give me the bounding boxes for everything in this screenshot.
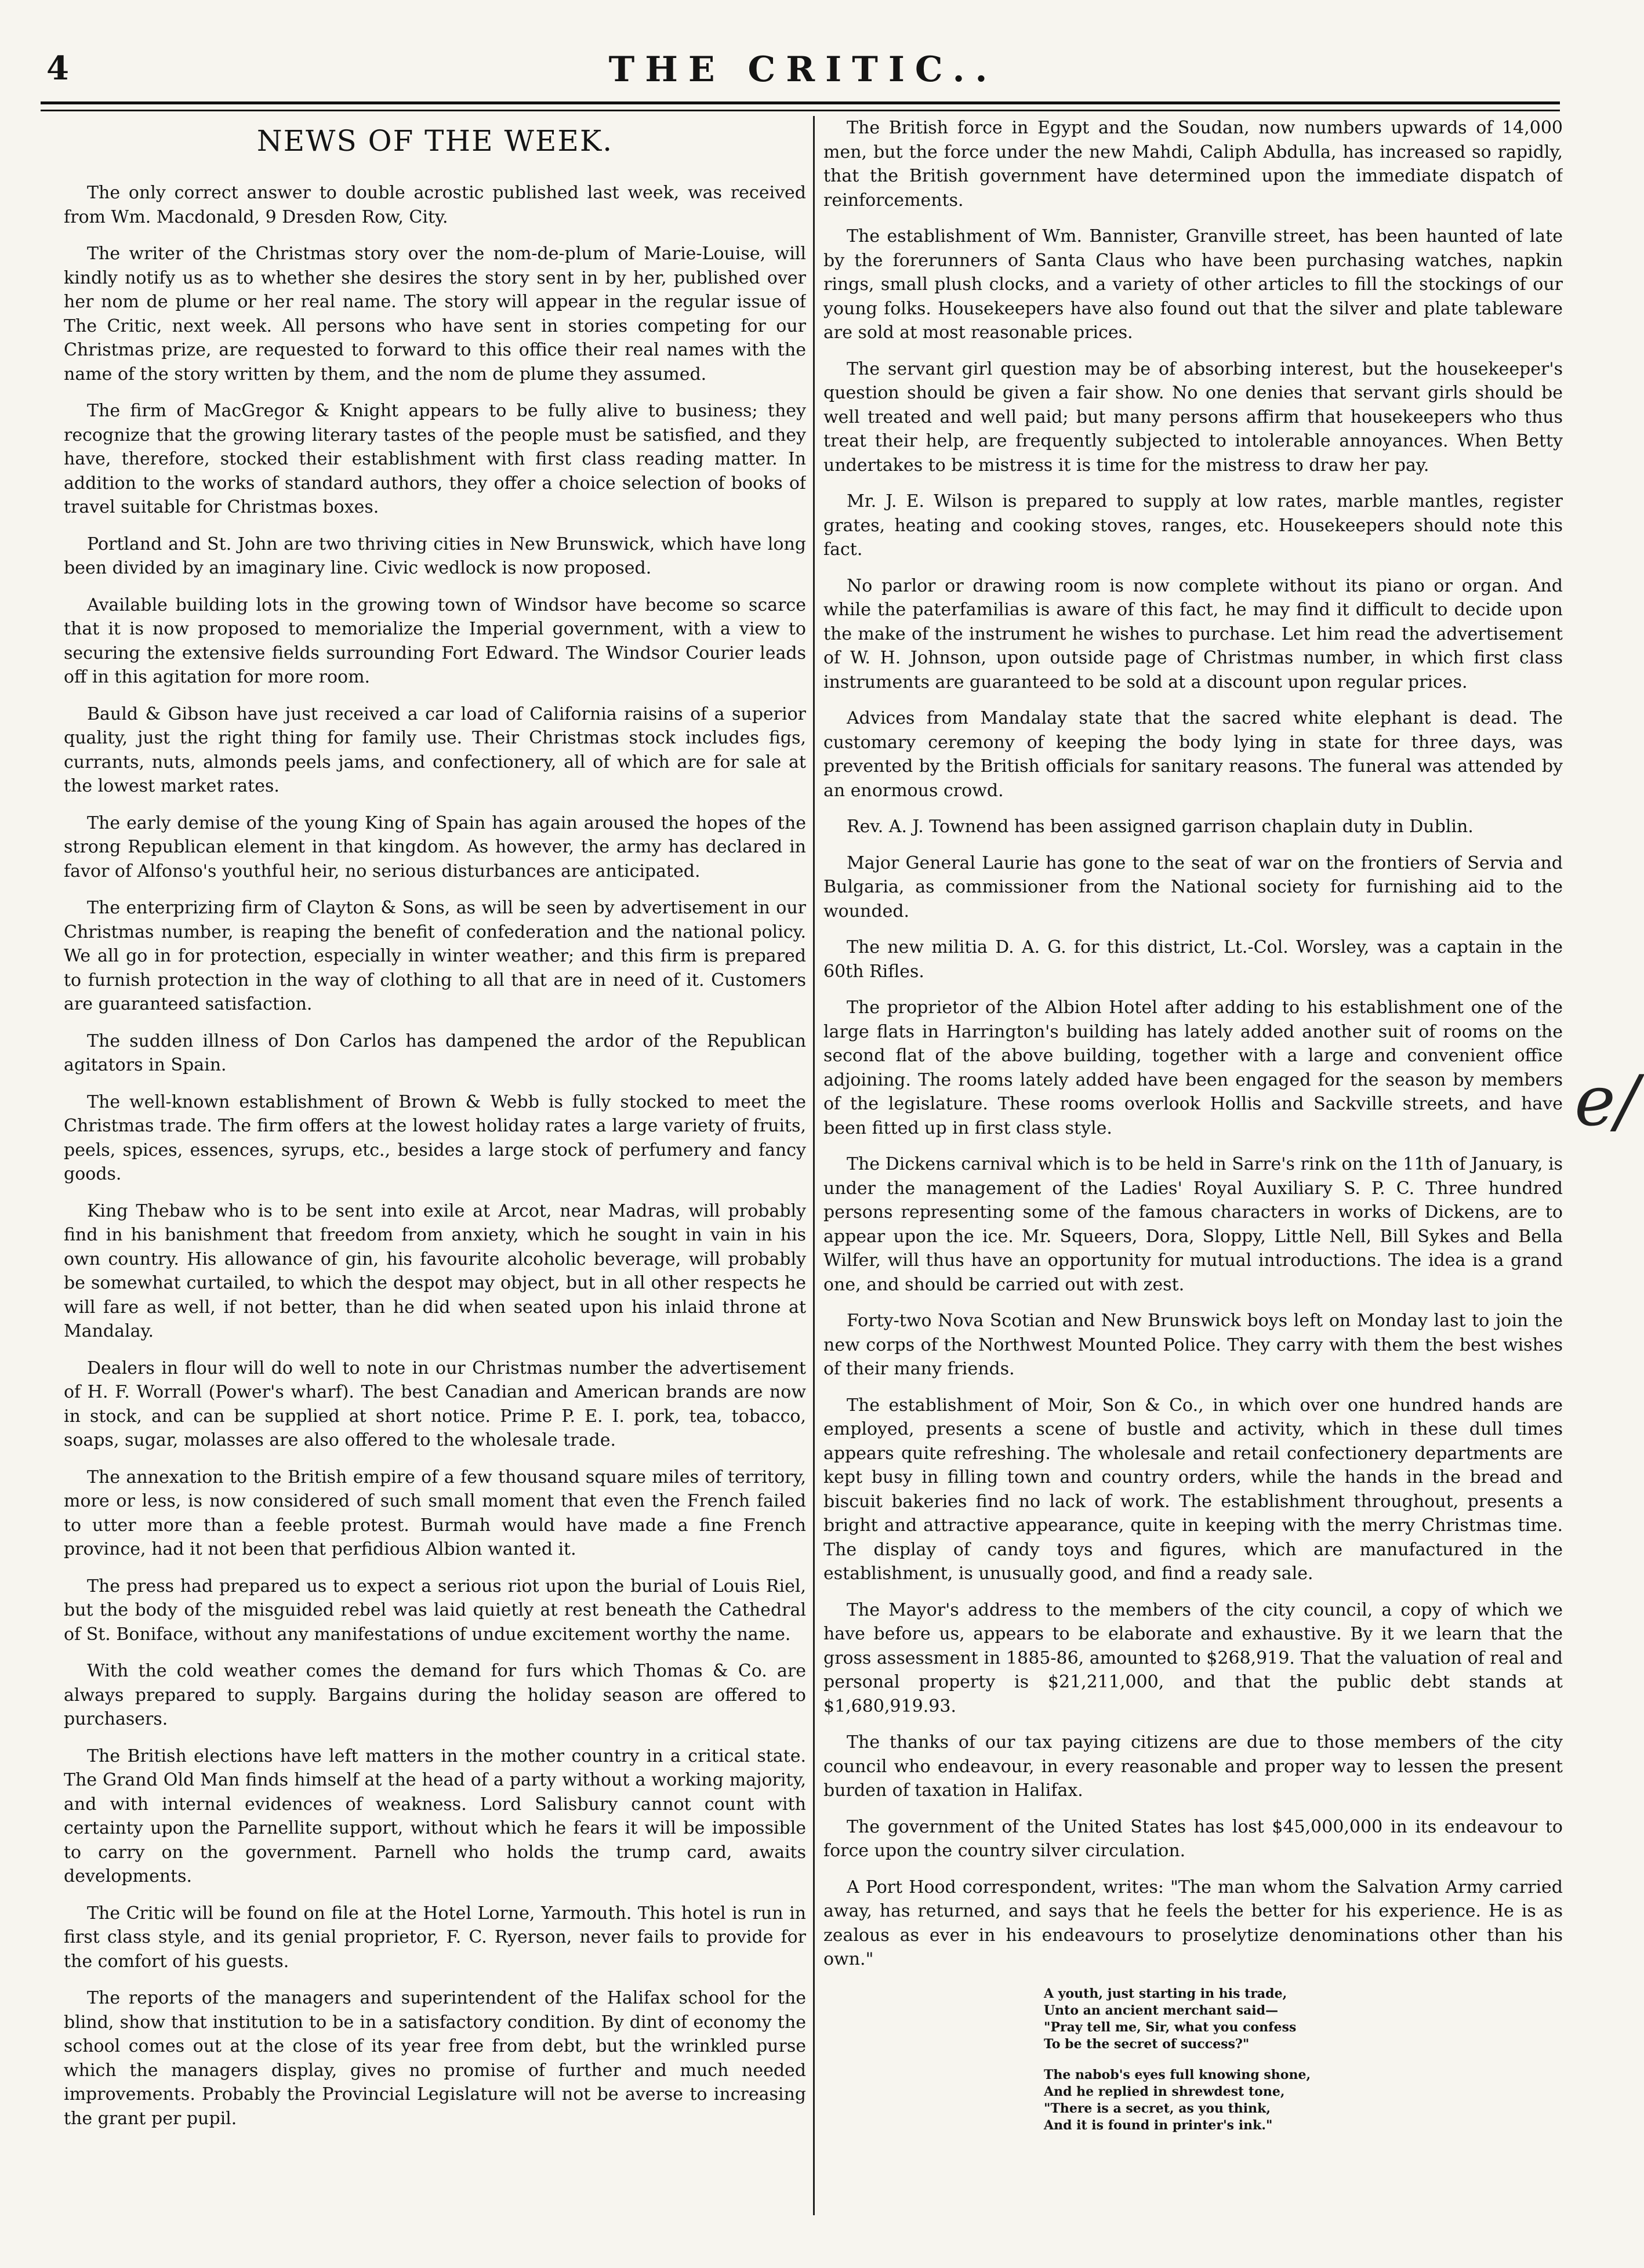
news-item: Available building lots in the growing town of Windsor have become so scarce that it is now proposed to memorialize the Imperial government, with a view to securing the extensive fields surrounding Fort Edward. The Windsor Courier leads off in this agitation for more room. — [64, 594, 806, 687]
poem-stanza — [1044, 2067, 1563, 2134]
news-item: Mr. J. E. Wilson is prepared to supply at low rates, marble mantles, register grates, heating and cooking stoves, ranges, etc. Housekeepers should note this fact. — [823, 491, 1563, 560]
poem-line: "There is a secret, as you think, — [1044, 2100, 1271, 2116]
news-item: The servant girl question may be of absorbing interest, but the housekeeper's question should be given a fair show. No one denies that servant girls should be well treated and well paid; but many persons affirm that housekeepers who thus treat their help, are frequently subjected to intolerable annoyances. When Betty undertakes to be mistress it is time for the mistress to draw her pay. — [823, 358, 1563, 476]
news-item: Portland and St. John are two thriving cities in New Brunswick, which have long been divided by an imaginary line. Civic wedlock is now proposed. — [64, 534, 806, 578]
news-item: The press had prepared us to expect a serious riot upon the burial of Louis Riel, but the body of the misguided rebel was laid quietly at rest beneath the Cathedral of St. Boniface, without any manifestations of undue excitement worthy the name. — [64, 1576, 806, 1645]
news-item: Bauld & Gibson have just received a car load of California raisins of a superior quality, just the right thing for family use. Their Christmas stock includes figs, currants, nuts, almonds peels jams, and confectionery, all of which are for sale at the lowest market rates. — [64, 703, 806, 796]
news-item: The well-known establishment of Brown & Webb is fully stocked to meet the Christmas trade. The firm offers at the lowest holiday rates a large variety of fruits, peels, spices, essences, syrups, etc., besides a large stock of perfumery and fancy goods. — [64, 1091, 806, 1184]
right-column — [823, 116, 1563, 2216]
news-item: The British elections have left matters in the mother country in a critical state. The Grand Old Man finds himself at the head of a party without a working majority, and with internal evidences of weakness. Lord Salisbury cannot count with certainty upon the Parnellite support, without which he fears it will be impossible to carry on the government. Parnell who holds the trump card, awaits developments. — [64, 1746, 806, 1886]
page-number: 4 — [46, 49, 69, 88]
news-item: The establishment of Wm. Bannister, Granville street, has been haunted of late by the forerunners of Santa Claus who have been purchasing watches, napkin rings, small plush clocks, and a variety of other articles to fill the stockings of our young folks. Housekeepers have also found out that the silver and plate tableware are sold at most reasonable prices. — [823, 226, 1563, 343]
masthead — [46, 49, 1560, 101]
news-item: The government of the United States has lost $45,000,000 in its endeavour to force upon the country silver circulation. — [823, 1816, 1563, 1861]
section-title: NEWS OF THE WEEK. — [256, 124, 614, 158]
poem-line: Unto an ancient merchant said— — [1044, 2002, 1279, 2018]
left-column — [64, 116, 806, 2216]
header-rule-thick — [41, 101, 1560, 104]
news-item: The annexation to the British empire of a few thousand square miles of territory, more or less, is now considered of such small moment that even the French failed to utter more than a feeble protest. Burmah would have made a fine French province, had it not been that perfidious Albion wanted it. — [64, 1467, 806, 1559]
news-item: Major General Laurie has gone to the seat of war on the frontiers of Servia and Bulgaria, as commissioner from the National society for furnishing aid to the wounded. — [823, 852, 1563, 921]
poem-line: A youth, just starting in his trade, — [1044, 1986, 1287, 2001]
news-item: The proprietor of the Albion Hotel after adding to his establishment one of the large flats in Harrington's building has lately added another suit of rooms on the second flat of the above building, together with a large and convenient office adjoining. The rooms lately added have been engaged for the season by members of the legislature. These rooms overlook Hollis and Sackville streets, and have been fitted up in first class style. — [823, 997, 1563, 1138]
news-item: The firm of MacGregor & Knight appears to be fully alive to business; they recognize that the growing literary tastes of the people must be satisfied, and they have, therefore, stocked their establishment with first class reading matter. In addition to the works of standard authors, they offer a choice selection of books of travel suitable for Christmas boxes. — [64, 401, 806, 517]
news-item: The early demise of the young King of Spain has again aroused the hopes of the strong Republican element in that kingdom. As however, the army has declared in favor of Alfonso's youthful heir, no serious disturbances are anticipated. — [64, 812, 806, 881]
news-item: The Dickens carnival which is to be held in Sarre's rink on the 11th of January, is under the management of the Ladies' Royal Auxiliary S. P. C. Three hundred persons representing some of the famous characters in works of Dickens, are to appear upon the ice. Mr. Squeers, Dora, Sloppy, Little Nell, Bill Sykes and Bella Wilfer, will thus have an opportunity for mutual introductions. The idea is a grand one, and should be carried out with zest. — [823, 1154, 1563, 1295]
news-item: With the cold weather comes the demand for furs which Thomas & Co. are always prepared to supply. Bargains during the holiday season are offered to purchasers. — [64, 1661, 806, 1729]
running-head: THE CRITIC.. — [608, 49, 998, 90]
poem — [1044, 1986, 1563, 2134]
poem-line: And he replied in shrewdest tone, — [1044, 2084, 1285, 2099]
news-item: The reports of the managers and superintendent of the Halifax school for the blind, show that institution to be in a satisfactory condition. By dint of economy the school comes out at the close of its year free from debt, but the wrinkled purse which the managers display, gives no promise of further and much needed improvements. Probably the Provincial Legislature will not be averse to increasing the grant per pupil. — [64, 1988, 806, 2129]
news-item: The only correct answer to double acrostic published last week, was received from Wm. Macdonald, 9 Dresden Row, City. — [64, 183, 806, 227]
news-item: The writer of the Christmas story over the nom-de-plum of Marie-Louise, will kindly notify us as to whether she desires the story sent in by her, published over her nom de plume or her real name. The story will appear in the regular issue of The Critic, next week. All persons who have sent in stories competing for our Christmas prize, are requested to forward to this office their real names with the name of the story written by them, and the nom de plume they assumed. — [64, 244, 806, 384]
news-item: No parlor or drawing room is now complete without its piano or organ. And while the paterfamilias is aware of this fact, he may find it difficult to decide upon the make of the instrument he wishes to purchase. Let him read the advertisement of W. H. Johnson, upon outside page of Christmas number, in which first class instruments are guaranteed to be sold at a discount upon regular prices. — [823, 575, 1563, 692]
news-item: The new militia D. A. G. for this district, Lt.-Col. Worsley, was a captain in the 60th Rifles. — [823, 937, 1563, 982]
news-item: The sudden illness of Don Carlos has dampened the ardor of the Republican agitators in Spain. — [64, 1030, 806, 1075]
news-item: The enterprizing firm of Clayton & Sons, as will be seen by advertisement in our Christmas number, is reaping the benefit of confederation and the national policy. We all go in for protection, especially in winter weather; and this firm is prepared to furnish protection in the way of clothing to all that are in need of it. Customers are guaranteed satisfaction. — [64, 898, 806, 1014]
news-item: King Thebaw who is to be sent into exile at Arcot, near Madras, will probably find in his banishment that freedom from anxiety, which he sought in vain in his own country. His allowance of gin, his favourite alcoholic beverage, will probably be somewhat curtailed, to which the despot may object, but in all other respects he will fare as well, if not better, than he did when seated upon his inlaid throne at Mandalay. — [64, 1200, 806, 1341]
poem-line: "Pray tell me, Sir, what you confess — [1044, 2019, 1297, 2035]
poem-line: And it is found in printer's ink." — [1044, 2117, 1273, 2133]
news-item: Forty-two Nova Scotian and New Brunswick boys left on Monday last to join the new corps of the Northwest Mounted Police. They carry with them the best wishes of their many friends. — [823, 1311, 1563, 1379]
news-item: A Port Hood correspondent, writes: "The man whom the Salvation Army carried away, has returned, and says that he feels the better for his experience. He is as zealous as ever in his endeavours to proselytize denominations other than his own." — [823, 1877, 1563, 1969]
column-divider — [813, 116, 815, 2215]
poem-stanza — [1044, 1986, 1563, 2053]
poem-line: The nabob's eyes full knowing shone, — [1044, 2067, 1311, 2082]
news-item: The Mayor's address to the members of the city council, a copy of which we have before us, appears to be elaborate and exhaustive. By it we learn that the gross assessment in 1885-86, amounted to $268,919. That the valuation of real and personal property is $21,211,000, and that the public debt stands at $1,680,919.93. — [823, 1599, 1563, 1717]
news-item: The Critic will be found on file at the Hotel Lorne, Yarmouth. This hotel is run in first class style, and its genial proprietor, F. C. Ryerson, never fails to provide for the comfort of his guests. — [64, 1903, 806, 1972]
handwritten-annotation: e/ — [1574, 1061, 1639, 1142]
news-item: Rev. A. J. Townend has been assigned garrison chaplain duty in Dublin. — [847, 817, 1474, 837]
news-item: Dealers in flour will do well to note in our Christmas number the advertisement of H. F. Worrall (Power's wharf). The best Canadian and American brands are now in stock, and can be supplied at short notice. Prime P. E. I. pork, tea, tobacco, soaps, sugar, molasses are also offered to the wholesale trade. — [64, 1358, 806, 1450]
news-item: The British force in Egypt and the Soudan, now numbers upwards of 14,000 men, but the force under the new Mahdi, Caliph Abdulla, has increased so rapidly, that the British government have determined upon the immediate dispatch of reinforcements. — [823, 118, 1563, 211]
news-item: The establishment of Moir, Son & Co., in which over one hundred hands are employed, presents a scene of bustle and activity, which in these dull times appears quite refreshing. The wholesale and retail confectionery departments are kept busy in filling town and country orders, while the hands in the bread and biscuit bakeries find no lack of work. The establishment throughout, presents a bright and attractive appearance, quite in keeping with the merry Christmas time. The display of candy toys and figures, which are manufactured in the establishment, is unusually good, and find a ready sale. — [823, 1395, 1563, 1584]
news-item: The thanks of our tax paying citizens are due to those members of the city council who endeavour, in every reasonable and proper way to lessen the present burden of taxation in Halifax. — [823, 1732, 1563, 1801]
poem-line: To be the secret of success?" — [1044, 2036, 1250, 2052]
header-rule-thin — [41, 110, 1560, 111]
news-item: Advices from Mandalay state that the sacred white elephant is dead. The customary ceremony of keeping the body lying in state for three days, was prevented by the British officials for sanitary reasons. The funeral was attended by an enormous crowd. — [823, 708, 1563, 801]
